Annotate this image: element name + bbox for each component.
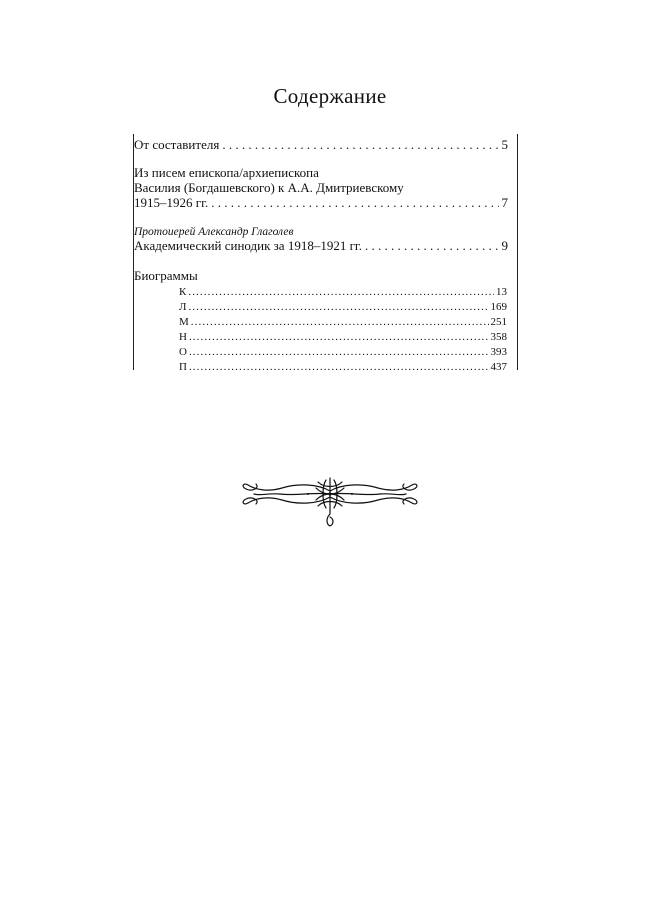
toc-entry-label: Л — [179, 301, 187, 313]
toc-entry-label: 1915–1926 гг. — [134, 195, 209, 210]
toc-entry-page: 393 — [490, 346, 507, 358]
toc-entry-label: П — [179, 361, 187, 373]
toc-entry-label: Академический синодик за 1918–1921 гг. — [134, 238, 363, 253]
toc-entry-label: М — [179, 316, 189, 328]
dot-leader — [365, 238, 498, 253]
toc-entry-letters-line2[interactable]: Василия (Богдашевского) к А.А. Дмитриевскому — [134, 180, 404, 195]
toc-entry-synodikon[interactable] — [134, 238, 508, 253]
toc-entry-letter-m[interactable] — [179, 315, 507, 330]
dot-leader — [189, 330, 489, 345]
dot-leader — [188, 285, 494, 300]
toc-entry-page: 5 — [501, 137, 508, 152]
dot-leader — [191, 315, 489, 330]
toc-entry-page: 7 — [501, 195, 508, 210]
toc-entry-letter-l[interactable] — [179, 300, 507, 315]
dot-leader — [211, 195, 498, 210]
flourish-divider-icon — [238, 474, 422, 530]
toc-entry-label: К — [179, 286, 187, 298]
toc-entry-page: 13 — [496, 286, 507, 298]
toc-entry-page: 9 — [501, 238, 508, 253]
toc-entry-letter-k[interactable] — [179, 285, 507, 300]
toc-entry-page: 358 — [490, 331, 507, 343]
toc-entry-page: 437 — [490, 361, 507, 373]
toc-entry-letter-p[interactable] — [179, 360, 507, 375]
dot-leader — [188, 300, 488, 315]
toc-entry-letters[interactable] — [134, 195, 508, 210]
toc-entry-label: Н — [179, 331, 187, 343]
dot-leader — [189, 360, 489, 375]
table-of-contents — [133, 134, 518, 373]
toc-entry-letters-line1[interactable]: Из писем епископа/архиепископа — [134, 165, 319, 180]
toc-entry-page: 169 — [490, 301, 507, 313]
toc-author: Протоиерей Александр Глаголев — [134, 226, 294, 238]
toc-entry-letter-n[interactable] — [179, 330, 507, 345]
dot-leader — [222, 137, 498, 152]
toc-entry-page: 251 — [490, 316, 507, 328]
dot-leader — [189, 345, 489, 360]
toc-entry-label: От составителя — [134, 137, 220, 152]
toc-entry-label: О — [179, 346, 187, 358]
toc-section-biographies[interactable]: Биограммы — [134, 268, 198, 283]
toc-entry-from-compiler[interactable] — [134, 137, 508, 152]
toc-entry-letter-o[interactable] — [179, 345, 507, 360]
page-title: Содержание — [273, 84, 387, 108]
